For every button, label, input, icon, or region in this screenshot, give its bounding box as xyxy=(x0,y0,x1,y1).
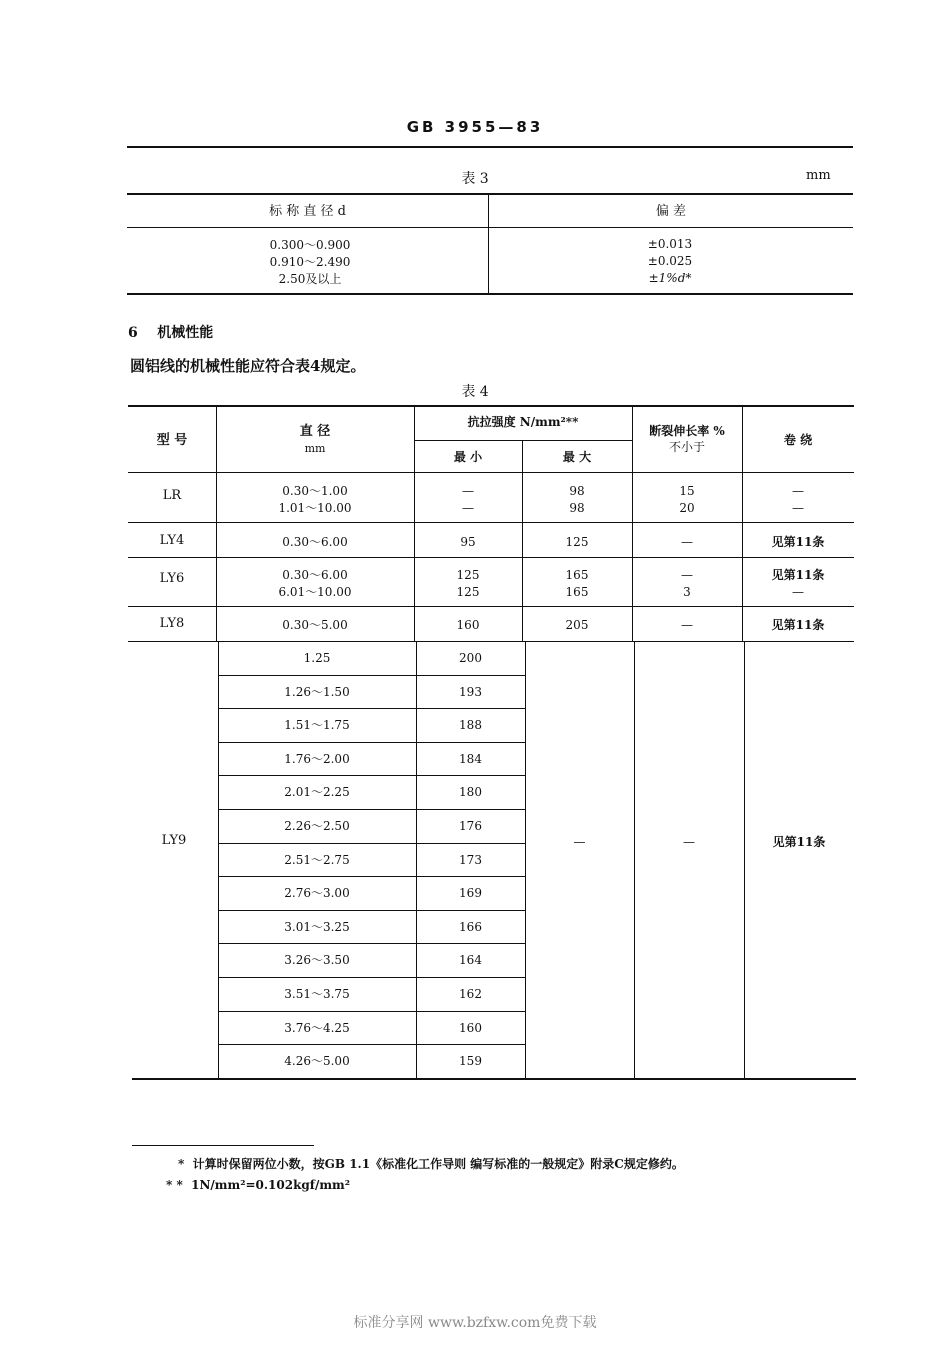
table4-header-max: 最 大 xyxy=(562,450,592,464)
table4-cell-coil: — xyxy=(792,501,804,515)
table4-model: LY6 xyxy=(159,571,185,586)
footnote-1 xyxy=(178,1155,684,1172)
table3-cell-d: 0.300～0.900 xyxy=(269,238,351,252)
table4-cell-dia: 2.51～2.75 xyxy=(284,852,350,867)
table3-unit: mm xyxy=(806,168,831,183)
table4-cell-min: — xyxy=(462,501,474,515)
table4-cell-dia: 1.26～1.50 xyxy=(284,684,350,699)
table4-header-min: 最 小 xyxy=(453,450,483,464)
table4-cell-coil: 见第11条 xyxy=(771,535,825,549)
table4-cell-elong: — xyxy=(681,568,693,582)
table4-row-rule xyxy=(218,742,525,743)
footnote-mark: * xyxy=(178,1157,185,1171)
table4-cell-dia: 3.01～3.25 xyxy=(284,919,350,934)
table4-model: LY8 xyxy=(159,616,185,631)
table4-cell-coil: 见第11条 xyxy=(771,568,825,582)
table4-cell-max: 98 xyxy=(569,484,585,498)
section-number: 6 xyxy=(128,325,138,341)
table4-title: 表 4 xyxy=(461,384,489,400)
table4-header-elongation-sub: 不小于 xyxy=(668,440,705,454)
table4-cell-elong: — xyxy=(681,535,693,549)
table4-cell-min: 176 xyxy=(459,819,482,833)
table4-row-rule xyxy=(218,910,525,911)
table4-cell-dia: 1.51～1.75 xyxy=(284,718,350,733)
table4-cell-min: 200 xyxy=(459,651,482,665)
table4-header-diameter: 直 径 xyxy=(299,424,331,439)
table4-cell-min: 166 xyxy=(459,919,482,934)
table4-cell-dia: 0.30～6.00 xyxy=(282,568,348,582)
table4-cell-dia: 1.25 xyxy=(303,651,331,665)
table4-cell-coil: 见第11条 xyxy=(772,835,826,849)
table4-cell-min: 193 xyxy=(459,684,482,699)
table3-cell-d: 2.50及以上 xyxy=(278,272,342,286)
table4-cell-dia: 2.01～2.25 xyxy=(284,785,350,800)
table4-cell-max: 165 xyxy=(565,585,589,599)
table4-header-tensile: 抗拉强度 N/mm²** xyxy=(467,415,579,429)
table4-cell-max: — xyxy=(573,835,586,849)
table3-cell-d: 0.910～2.490 xyxy=(269,255,351,269)
table4-row-rule xyxy=(218,809,525,810)
table4-header-coil: 卷 绕 xyxy=(783,433,813,447)
table4-cell-elong: — xyxy=(683,835,695,849)
table4-cell-min: 180 xyxy=(459,785,482,800)
table4-model: LR xyxy=(162,488,182,503)
table4-cell-dia: 0.30～5.00 xyxy=(282,618,348,632)
table4-row-rule xyxy=(218,775,525,776)
table4-cell-dia: 1.01～10.00 xyxy=(278,501,352,515)
table4-model: LY9 xyxy=(161,833,187,848)
table4-cell-elong: 20 xyxy=(679,501,695,515)
table4-header-model: 型 号 xyxy=(156,433,188,448)
table4-cell-dia: 1.76～2.00 xyxy=(284,751,350,766)
table4-cell-dia: 2.26～2.50 xyxy=(284,819,350,833)
table4-cell-elong: 15 xyxy=(679,484,695,498)
table4-row-rule xyxy=(218,943,525,944)
section-paragraph: 圆铝线的机械性能应符合表4规定。 xyxy=(130,357,366,375)
table4-cell-max: 205 xyxy=(565,618,589,632)
table4-cell-min: 169 xyxy=(459,886,482,901)
table4-row-rule xyxy=(218,1011,525,1012)
footnote-rule xyxy=(132,1145,314,1146)
table4-cell-dia: 2.76～3.00 xyxy=(284,886,350,901)
table4-cell-dia: 0.30～1.00 xyxy=(282,484,348,498)
table4-row-rule xyxy=(218,843,525,844)
section-title: 机械性能 xyxy=(157,325,214,341)
table4-cell-min: 164 xyxy=(459,953,482,968)
watermark-footer: 标准分享网 www.bzfxw.com免费下载 xyxy=(353,1315,597,1331)
table4-cell-dia: 3.76～4.25 xyxy=(284,1020,350,1035)
table3-header-deviation: 偏 差 xyxy=(655,204,687,219)
table3-title: 表 3 xyxy=(461,171,489,187)
table4-row-rule xyxy=(218,675,525,676)
table4-cell-min: 160 xyxy=(456,618,480,632)
table3-header-diameter: 标 称 直 径 d xyxy=(269,204,346,219)
table3-cell-dev: ±0.025 xyxy=(647,254,693,268)
table4-model: LY4 xyxy=(159,533,185,548)
table4-cell-coil: — xyxy=(792,484,804,498)
table4-cell-min: 95 xyxy=(460,535,476,549)
table4-cell-coil: — xyxy=(792,585,804,599)
document-header: GB 3955—83 xyxy=(406,118,544,136)
table4-cell-dia: 0.30～6.00 xyxy=(282,535,348,549)
footnote-mark: * * xyxy=(166,1178,183,1192)
table4-cell-dia: 3.26～3.50 xyxy=(284,953,350,968)
table3-cell-dev: ±1%d* xyxy=(648,271,692,285)
table4-row-rule xyxy=(218,876,525,877)
table4-cell-min: 125 xyxy=(456,585,480,599)
table4-cell-elong: — xyxy=(681,618,693,632)
table4-row-rule xyxy=(218,1044,525,1045)
table4-cell-min: 162 xyxy=(459,987,482,1001)
table4-header-elongation: 断裂伸长率 % xyxy=(649,424,725,438)
table4-cell-min: 125 xyxy=(456,568,480,582)
footnote-text: 1N/mm²=0.102kgf/mm² xyxy=(191,1178,350,1192)
table4-cell-max: 165 xyxy=(565,568,589,582)
table3-cell-dev: ±0.013 xyxy=(647,237,693,251)
header-rule xyxy=(127,146,853,148)
table4-cell-min: 159 xyxy=(459,1054,482,1069)
table4-cell-min: — xyxy=(462,484,474,498)
footnote-2 xyxy=(166,1178,350,1192)
table4-cell-dia: 3.51～3.75 xyxy=(284,987,350,1001)
table4-cell-min: 160 xyxy=(459,1020,482,1035)
table4-cell-max: 98 xyxy=(569,501,585,515)
table4-cell-min: 188 xyxy=(459,718,482,733)
table4-cell-dia: 4.26～5.00 xyxy=(284,1054,350,1069)
footnote-text: 计算时保留两位小数，按GB 1.1《标准化工作导则 编写标准的一般规定》附录C规定修约。 xyxy=(192,1157,684,1171)
table4-row-rule xyxy=(218,708,525,709)
table4-row-rule xyxy=(218,977,525,978)
table4-header-diameter-unit: mm xyxy=(304,442,326,455)
table4-cell-coil: 见第11条 xyxy=(771,618,825,632)
section-heading xyxy=(128,322,213,342)
table4-cell-elong: 3 xyxy=(683,585,691,599)
table4-cell-max: 125 xyxy=(565,535,589,549)
table4-cell-dia: 6.01～10.00 xyxy=(278,585,352,599)
table4-cell-min: 173 xyxy=(459,852,482,867)
table4-cell-min: 184 xyxy=(459,751,482,766)
